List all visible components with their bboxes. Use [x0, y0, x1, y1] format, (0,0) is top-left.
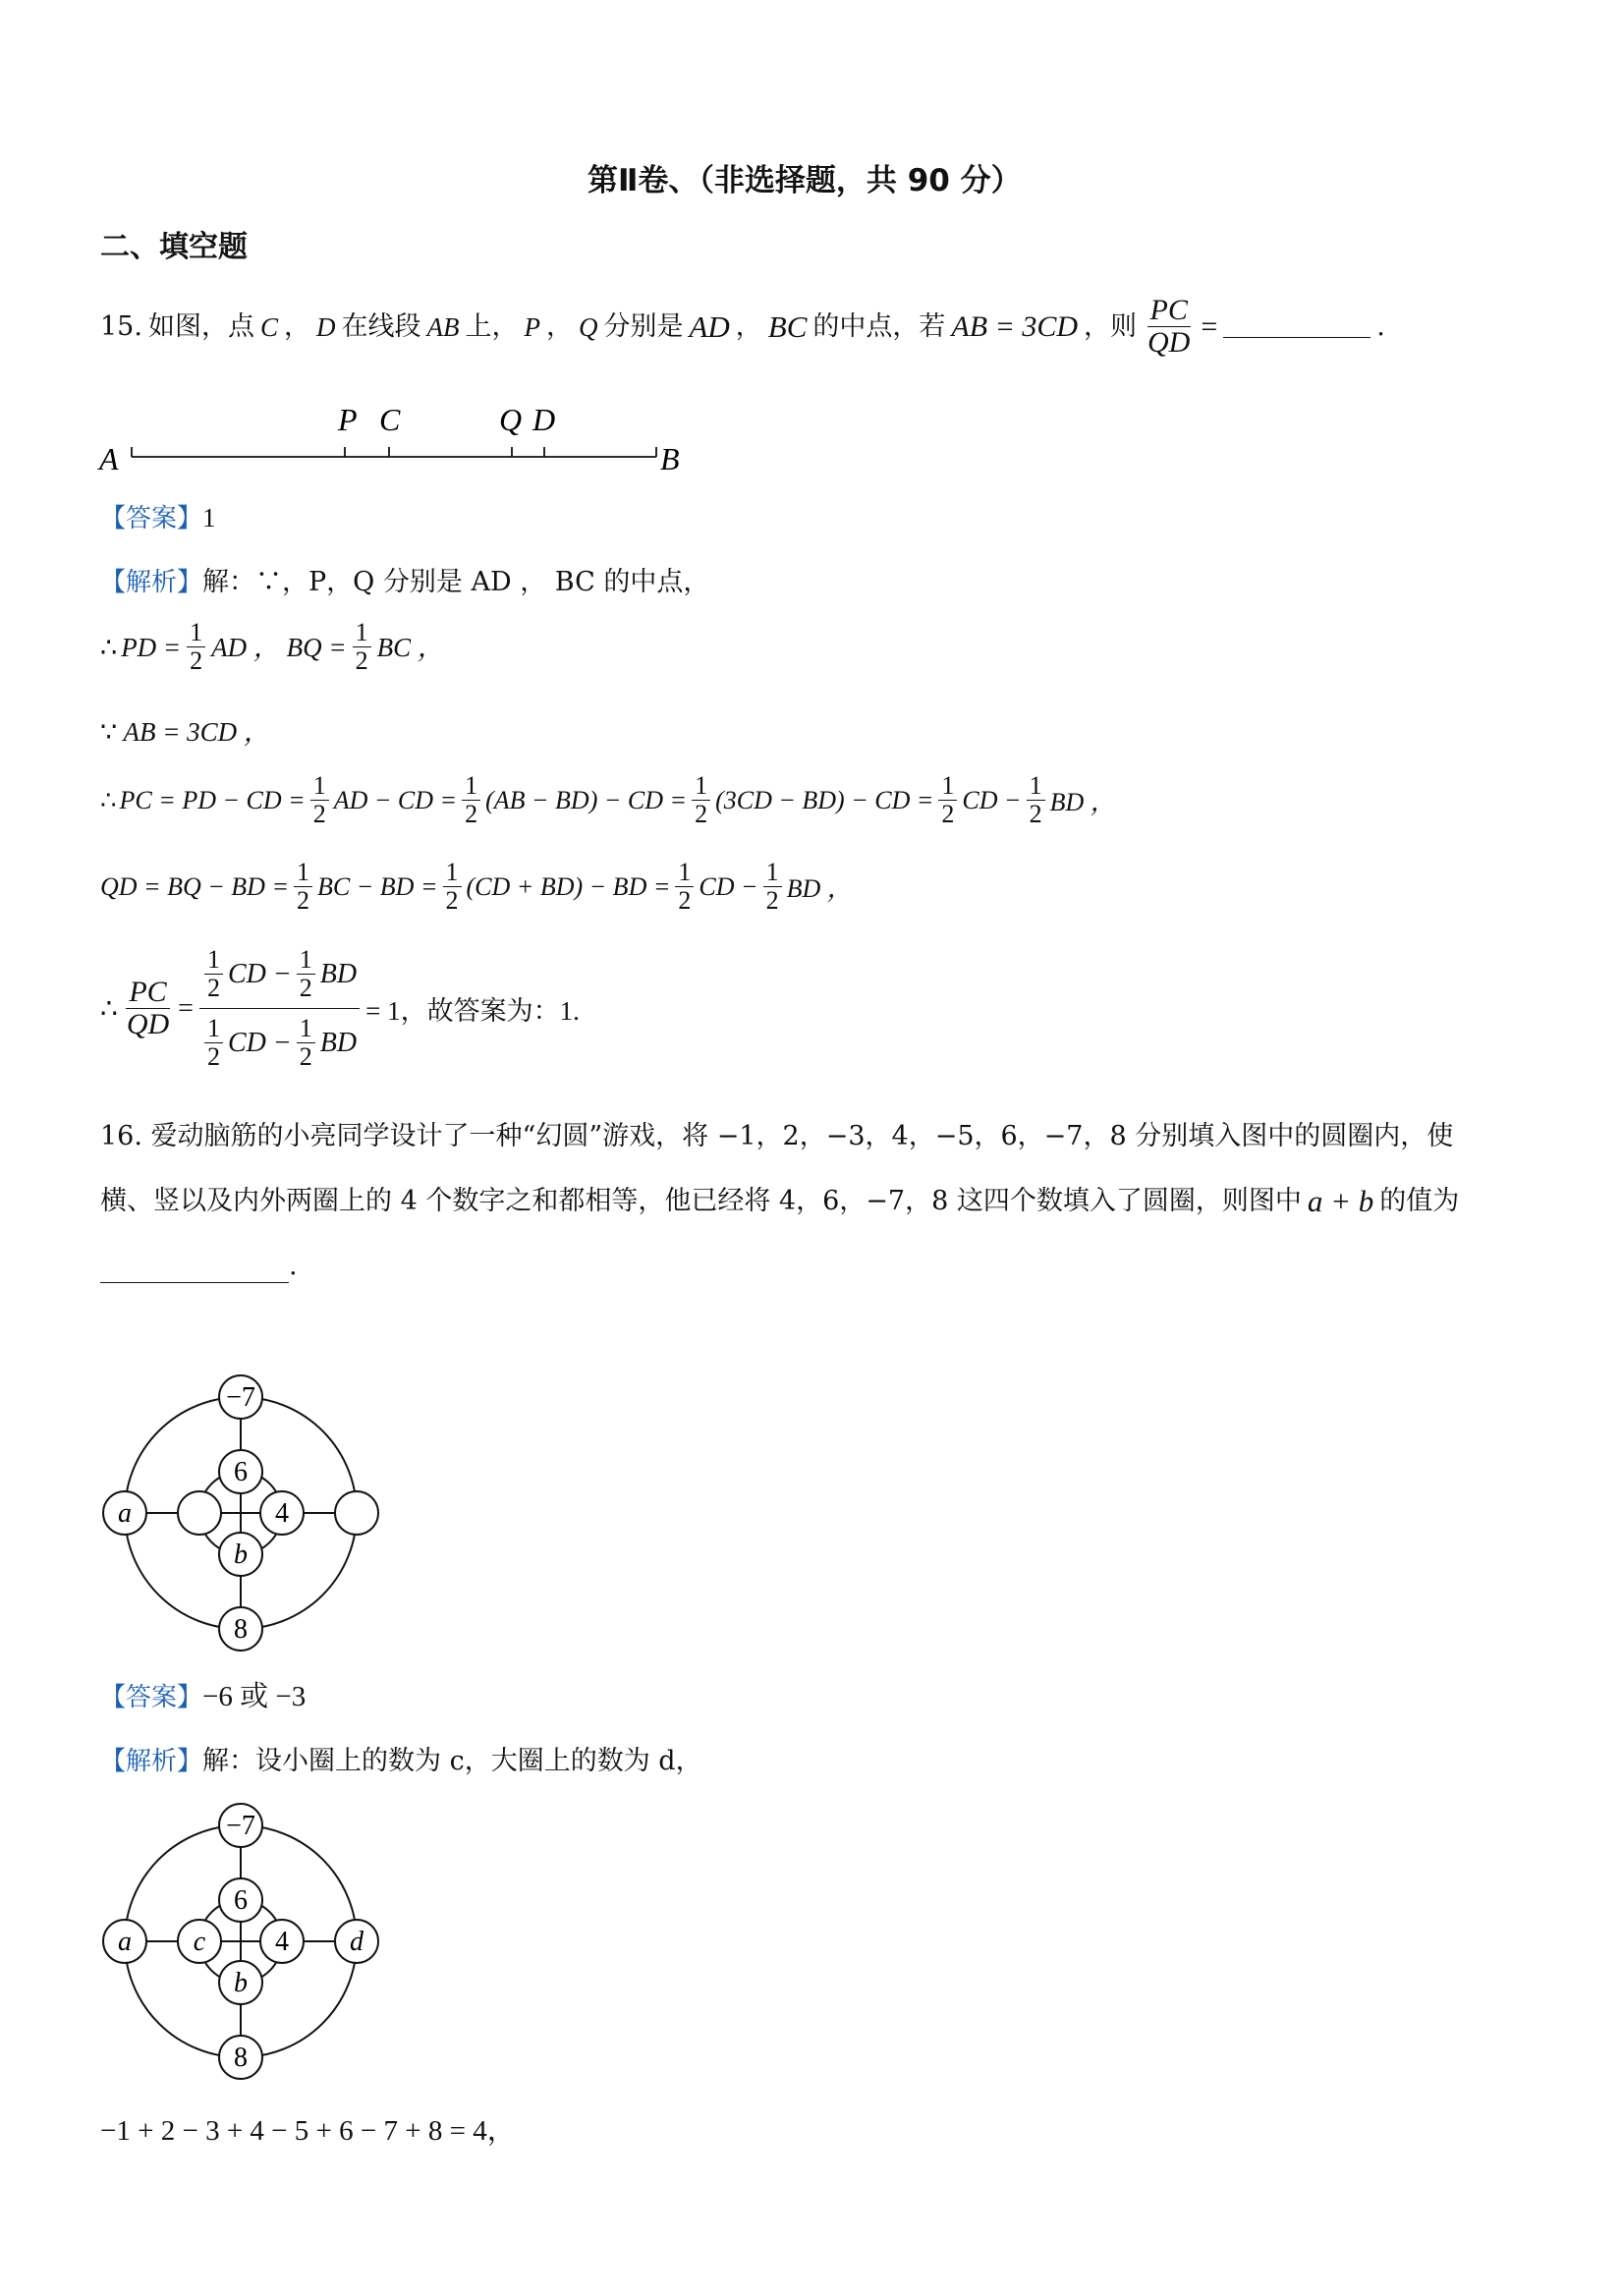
pc-qd-fraction: [124, 977, 172, 1040]
frac-two: 2: [297, 886, 310, 915]
label-b: B: [660, 441, 680, 476]
q15-frac-num: PC: [1147, 295, 1191, 327]
q15-stem-e: 的中点，若: [812, 310, 946, 342]
value-right-outer: d: [350, 1927, 364, 1957]
frac-one: 1: [763, 859, 782, 887]
value-right-inner: 4: [275, 1498, 289, 1529]
node-right-outer: [335, 1491, 378, 1535]
frac-two: 2: [678, 886, 692, 915]
q16-line3: [100, 1250, 298, 1283]
frac-one: 1: [462, 772, 480, 801]
label-a: A: [99, 441, 119, 476]
compound-fraction: [199, 945, 360, 1072]
half-fraction: [675, 859, 694, 915]
q15-number: 15.: [100, 310, 142, 342]
half-fraction: [353, 619, 371, 675]
section-title: 二、填空题: [100, 230, 248, 264]
node-left-inner: [178, 1491, 221, 1535]
frac-two: 2: [1029, 800, 1042, 828]
bd-text: BD: [319, 958, 358, 989]
q15-stem-b: 在线段: [341, 310, 421, 342]
q15-step3: [100, 772, 1116, 828]
q15-analysis-intro: [100, 566, 709, 599]
value-right-inner: 4: [275, 1927, 289, 1957]
q15-seg-ab: AB: [426, 311, 460, 342]
label-d: D: [532, 402, 556, 437]
q16-magic-circle-figure: [94, 1370, 399, 1654]
q15-pt-p: P: [524, 311, 540, 342]
step1-mid: AD ， BQ =: [211, 632, 347, 662]
step3-p5: CD −: [962, 785, 1022, 814]
half-fraction: [763, 859, 782, 915]
q15-seg-bc: BC: [767, 308, 808, 344]
step3-p4: (3CD − BD) − CD =: [715, 785, 934, 814]
half-fraction: [938, 772, 957, 828]
frac-two: 2: [765, 886, 779, 915]
value-bottom: 8: [234, 2043, 248, 2073]
frac-one: 1: [204, 946, 223, 975]
q15-stem-f: ，则: [1084, 310, 1137, 342]
step3-p3: (AB − BD) − CD =: [485, 785, 688, 814]
q15-step2: [100, 715, 270, 749]
value-bottom: 8: [234, 1614, 248, 1645]
step1-right: BC ，: [376, 632, 444, 662]
frac-one: 1: [297, 946, 315, 975]
therefore-symbol: ∴: [100, 785, 117, 814]
step4-p2: BC − BD =: [317, 871, 438, 901]
frac-two: 2: [190, 646, 203, 675]
q16-answer-blank: [100, 1253, 289, 1283]
half-fraction: [187, 619, 205, 675]
step4-p1: QD = BQ − BD =: [100, 871, 290, 901]
value-left-inner: c: [193, 1927, 206, 1957]
q15-analysis-text: 解：∵，P，Q 分别是 AD ， BC 的中点，: [202, 567, 710, 597]
step5-result: = 1，故答案为：1.: [365, 996, 580, 1026]
q16-analysis-line: [100, 1745, 702, 1778]
q16-line2: [100, 1185, 1459, 1218]
frac-two: 2: [941, 800, 955, 828]
frac-two: 2: [299, 1042, 312, 1071]
q16-line2a: 横、竖以及内外两圈上的 4 个数字之和都相等，他已经将 4，6，−7，8 这四个数填入了圆圈，则图中: [100, 1186, 1302, 1216]
frac-two: 2: [312, 800, 326, 828]
q15-step5: [100, 945, 580, 1072]
q15-step4: [100, 859, 853, 915]
eq-sign: =: [178, 992, 194, 1024]
label-p: P: [338, 402, 358, 437]
frac-two: 2: [206, 1042, 220, 1071]
q16-number: 16.: [100, 1121, 142, 1151]
value-inner-bottom: b: [234, 1968, 248, 1998]
q15-pt-c: C: [259, 311, 278, 342]
frac-one: 1: [443, 859, 462, 887]
q15-pt-q: Q: [578, 311, 598, 342]
q16-end-dot: .: [289, 1251, 298, 1281]
q16-analysis-tag: 【解析】: [100, 1747, 203, 1776]
frac-one: 1: [353, 619, 371, 647]
step4-p4: CD −: [699, 871, 758, 901]
q15-seg-ad: AD: [689, 308, 730, 344]
half-fraction: [1027, 772, 1045, 828]
half-fraction: [443, 859, 462, 915]
step2-text: AB = 3CD ，: [123, 717, 270, 747]
step3-p2: AD − CD =: [333, 785, 458, 814]
q15-ratio-fraction: [1145, 295, 1193, 359]
frac-one: 1: [1027, 772, 1045, 801]
frac-one: 1: [204, 1015, 223, 1043]
q15-eq: =: [1201, 309, 1218, 343]
value-left-outer: a: [118, 1498, 132, 1529]
q15-answer-tag: 【答案】: [100, 504, 203, 533]
q16-answer: −6 或 −3: [202, 1681, 307, 1712]
q15-stem-c: 上，: [465, 310, 519, 342]
frac-one: 1: [297, 1015, 315, 1043]
bd-text: BD: [319, 1027, 358, 1058]
frac-one: 1: [675, 859, 694, 887]
q15-stem: 15. 如图，点 C ， D 在线段 AB 上， P ， Q 分别是 AD ， BC 的中点，若 AB = 3CD ，则 $\frac{PC}{QD}$ = .: [100, 294, 1385, 359]
q15-step1: [100, 619, 444, 675]
q15-answer-line: [100, 501, 216, 535]
frac-one: 1: [187, 619, 205, 647]
q16-line1-text: 爱动脑筋的小亮同学设计了一种“幻圆”游戏，将 −1，2，−3，4，−5，6，−7，8 分别填入图中的圆圈内，使: [150, 1121, 1454, 1151]
half-fraction: [692, 772, 710, 828]
half-fraction: [297, 946, 315, 1002]
q16-answer-tag: 【答案】: [100, 1683, 203, 1712]
step4-p3: (CD + BD) − BD =: [466, 871, 671, 901]
half-fraction: [297, 1015, 315, 1071]
q15-answer: 1: [202, 503, 216, 532]
frac-one: 1: [310, 772, 329, 801]
step4-p5: BD ，: [786, 874, 853, 903]
cd-text: CD −: [227, 958, 292, 989]
q15-stem-a: 如图，点: [147, 310, 254, 342]
therefore-symbol: ∴: [100, 632, 118, 662]
therefore-symbol: ∴: [100, 993, 118, 1025]
half-fraction: [462, 772, 480, 828]
because-symbol: ∵: [100, 717, 118, 747]
frac-two: 2: [299, 974, 312, 1002]
step3-p1: PC = PD − CD =: [119, 785, 306, 814]
q16-expr: a + b: [1307, 1184, 1374, 1218]
frac-one: 1: [938, 772, 957, 801]
value-top: −7: [226, 1811, 255, 1841]
q15-segment-figure: [94, 393, 703, 481]
frac-two: 2: [355, 646, 368, 675]
step3-p6: BD ，: [1049, 788, 1116, 816]
step1-left: PD =: [121, 632, 182, 662]
q15-condition: AB = 3CD: [951, 309, 1078, 343]
label-c: C: [379, 402, 401, 437]
q15-stem-d: 分别是: [603, 310, 684, 342]
q16-sum-line: −1 + 2 − 3 + 4 − 5 + 6 − 7 + 8 = 4，: [100, 2115, 516, 2147]
frac-one: 1: [294, 859, 312, 887]
volume-title: 第Ⅱ卷、（非选择题，共 90 分）: [588, 163, 1022, 198]
compound-denominator: [199, 1009, 360, 1072]
frac-two: 2: [695, 800, 708, 828]
value-top: −7: [226, 1382, 255, 1413]
frac-one: 1: [692, 772, 710, 801]
half-fraction: [310, 772, 329, 828]
label-q: Q: [499, 402, 523, 437]
cd-text: CD −: [227, 1027, 292, 1058]
q15-pt-d: D: [315, 311, 336, 342]
q16-analysis-text: 解：设小圈上的数为 c，大圈上的数为 d，: [202, 1746, 702, 1776]
q15-frac-den: QD: [1147, 326, 1191, 359]
half-fraction: [204, 1015, 223, 1071]
value-inner-top: 6: [234, 1457, 248, 1487]
q16-magic-circle-figure-labeled: [94, 1798, 399, 2083]
half-fraction: [204, 946, 223, 1002]
q15-analysis-tag: 【解析】: [100, 568, 203, 597]
qd-text: QD: [126, 1008, 170, 1040]
frac-two: 2: [465, 800, 478, 828]
q15-answer-blank: [1223, 315, 1371, 338]
q16-line2b: 的值为: [1379, 1186, 1460, 1216]
frac-two: 2: [206, 974, 220, 1002]
compound-numerator: [199, 945, 360, 1009]
value-inner-bottom: b: [234, 1540, 248, 1570]
value-inner-top: 6: [234, 1885, 248, 1916]
half-fraction: [294, 859, 312, 915]
pc-text: PC: [126, 977, 169, 1009]
value-left-outer: a: [118, 1927, 132, 1957]
q16-answer-line: [100, 1680, 306, 1714]
q16-line1: [100, 1120, 1453, 1153]
frac-two: 2: [445, 886, 459, 915]
